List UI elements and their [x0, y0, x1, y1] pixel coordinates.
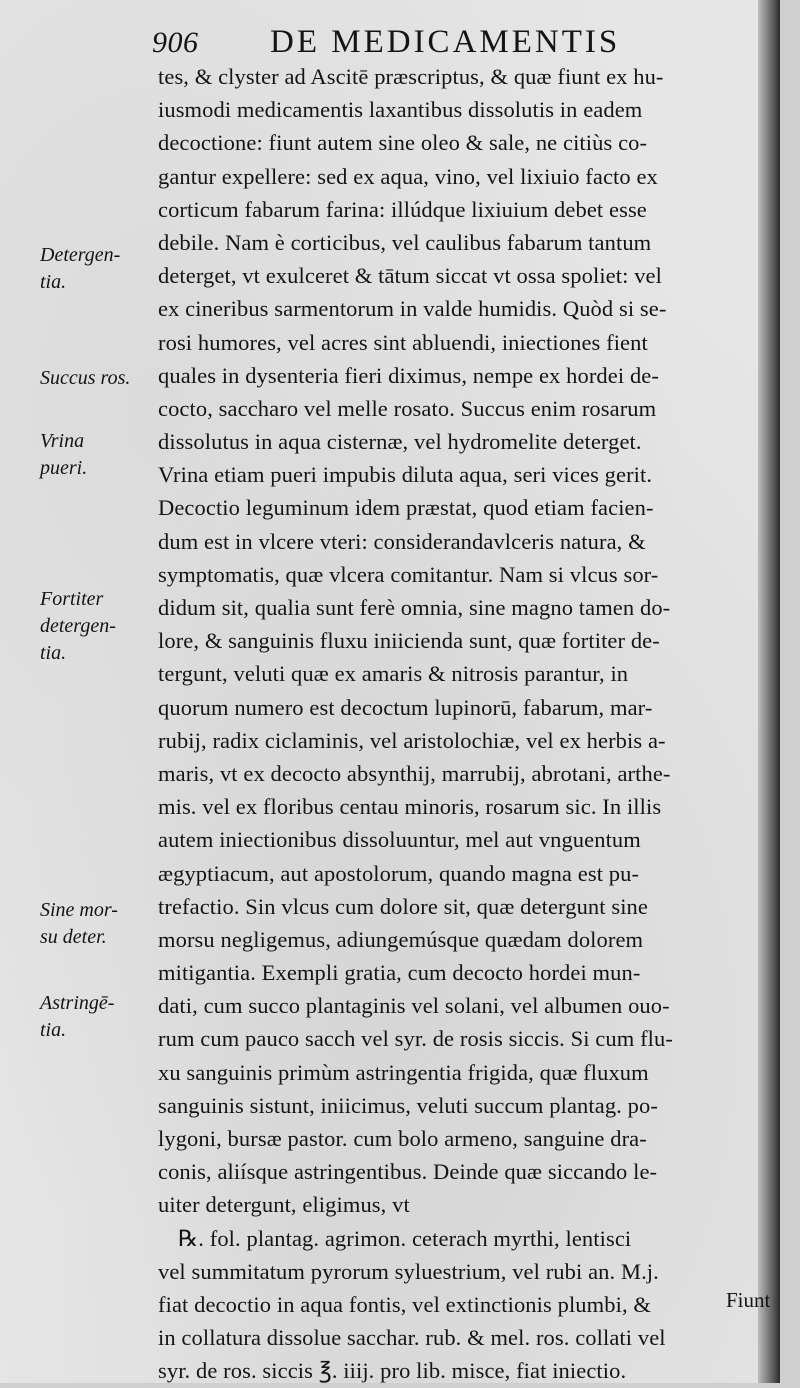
- marginal-note-fortiter-detergentia: [40, 586, 116, 667]
- text-line: ex cineribus sarmentorum in valde humidis. Quòd si se-: [158, 296, 667, 322]
- text-line: dum est in vlcere vteri: considerandavlceris natura, &: [158, 528, 646, 554]
- text-line: rubij, radix ciclaminis, vel aristolochiæ, vel ex herbis a-: [158, 727, 666, 753]
- text-line: sanguinis sistunt, iniicimus, veluti succum plantag. po-: [158, 1092, 658, 1118]
- recipe-line: in collatura dissolue sacchar. rub. & mel. ros. collati vel: [158, 1325, 666, 1351]
- body-text: [158, 60, 771, 1388]
- text-line: tergunt, veluti quæ ex amaris & nitrosis parantur, in: [158, 661, 629, 687]
- text-line: autem iniectionibus dissoluuntur, mel aut vnguentum: [158, 827, 641, 853]
- marginal-note-line: Detergen-: [40, 244, 121, 266]
- marginal-note-line: Succus ros.: [40, 367, 131, 389]
- text-line: xu sanguinis primùm astringentia frigida, quæ fluxum: [158, 1059, 649, 1085]
- marginal-note-line: tia.: [40, 642, 67, 664]
- marginal-note-vrina-pueri: [40, 428, 87, 482]
- text-line: morsu negligemus, adiungemúsque quædam dolorem: [158, 926, 644, 952]
- marginal-note-succus-rosarum: [40, 365, 130, 392]
- marginal-note-line: detergen-: [40, 615, 116, 637]
- running-head: DE MEDICAMENTIS: [270, 24, 621, 60]
- text-line: Decoctio leguminum idem præstat, quod etiam facien-: [158, 495, 654, 521]
- text-line: conis, aliísque astringentibus. Deinde quæ siccando le-: [158, 1159, 658, 1185]
- recipe-line: ℞. fol. plantag. agrimon. ceterach myrthi, lentisci: [178, 1225, 632, 1251]
- text-line: iusmodi medicamentis laxantibus dissolutis in eadem: [158, 97, 643, 123]
- recipe-line: fiat decoctio in aqua fontis, vel extinctionis plumbi, &: [158, 1291, 651, 1317]
- text-line: maris, vt ex decocto absynthij, marrubij, abrotani, arthe-: [158, 760, 671, 786]
- text-line: mitigantia. Exempli gratia, cum decocto hordei mun-: [158, 960, 641, 986]
- text-line: quorum numero est decoctum lupinorū, fabarum, mar-: [158, 694, 653, 720]
- text-line: rosi humores, vel acres sint abluendi, iniectiones fient: [158, 329, 648, 355]
- marginal-note-line: tia.: [40, 1019, 67, 1041]
- text-line: corticum fabarum farina: illúdque lixiuium debet esse: [158, 196, 647, 222]
- text-line: quales in dysenteria fieri diximus, nempe ex hordei de-: [158, 362, 659, 388]
- text-line: trefactio. Sin vlcus cum dolore sit, quæ detergunt sine: [158, 893, 648, 919]
- recipe-line: syr. de ros. siccis ℥. iiij. pro lib. misce, fiat iniectio.: [158, 1358, 627, 1384]
- marginal-note-line: Sine mor-: [40, 899, 118, 921]
- text-line: lore, & sanguinis fluxu iniicienda sunt, quæ fortiter de-: [158, 628, 660, 654]
- marginal-note-line: pueri.: [40, 457, 88, 479]
- text-line: tes, & clyster ad Ascitē præscriptus, & quæ fiunt ex hu-: [158, 64, 664, 89]
- marginal-note-detergentia: [40, 242, 120, 296]
- text-line: debile. Nam è corticibus, vel caulibus fabarum tantum: [158, 229, 652, 255]
- marginal-note-line: Astringē-: [40, 992, 115, 1014]
- text-line: lygoni, bursæ pastor. cum bolo armeno, sanguine dra-: [158, 1126, 647, 1151]
- text-line: rum cum pauco sacch vel syr. de rosis siccis. Si cum flu-: [158, 1026, 673, 1052]
- catchword: Fiunt: [726, 1288, 771, 1312]
- marginal-note-line: Vrina: [40, 430, 85, 452]
- recipe-line: vel summitatum pyrorum syluestrium, vel rubi an. M.j.: [158, 1258, 659, 1284]
- text-line: dati, cum succo plantaginis vel solani, vel albumen ouo-: [158, 993, 670, 1019]
- text-line: ægyptiacum, aut apostolorum, quando magna est pu-: [158, 860, 640, 886]
- marginal-note-astringentia: [40, 990, 114, 1044]
- text-line: deterget, vt exulceret & tātum siccat vt ossa spoliet: vel: [158, 263, 662, 289]
- marginal-note-sine-morsu: [40, 897, 118, 951]
- page-number: 906: [152, 26, 199, 59]
- marginal-note-line: su deter.: [40, 926, 107, 948]
- marginal-note-line: tia.: [40, 271, 67, 293]
- text-line: uiter detergunt, eligimus, vt: [158, 1192, 410, 1218]
- marginal-note-line: Fortiter: [40, 588, 104, 610]
- text-line: symptomatis, quæ vlcera comitantur. Nam si vlcus sor-: [158, 561, 659, 587]
- text-line: gantur expellere: sed ex aqua, vino, vel lixiuio facto ex: [158, 163, 658, 189]
- text-line: decoctione: fiunt autem sine oleo & sale, ne citiùs co-: [158, 130, 648, 156]
- text-line: mis. vel ex floribus centau minoris, rosarum sic. In illis: [158, 794, 662, 820]
- text-line: Vrina etiam pueri impubis diluta aqua, seri vices gerit.: [158, 462, 653, 488]
- text-line: cocto, saccharo vel melle rosato. Succus enim rosarum: [158, 395, 657, 421]
- text-line: dissolutus in aqua cisternæ, vel hydromelite deterget.: [158, 429, 642, 455]
- text-line: didum sit, qualia sunt ferè omnia, sine magno tamen do-: [158, 595, 671, 620]
